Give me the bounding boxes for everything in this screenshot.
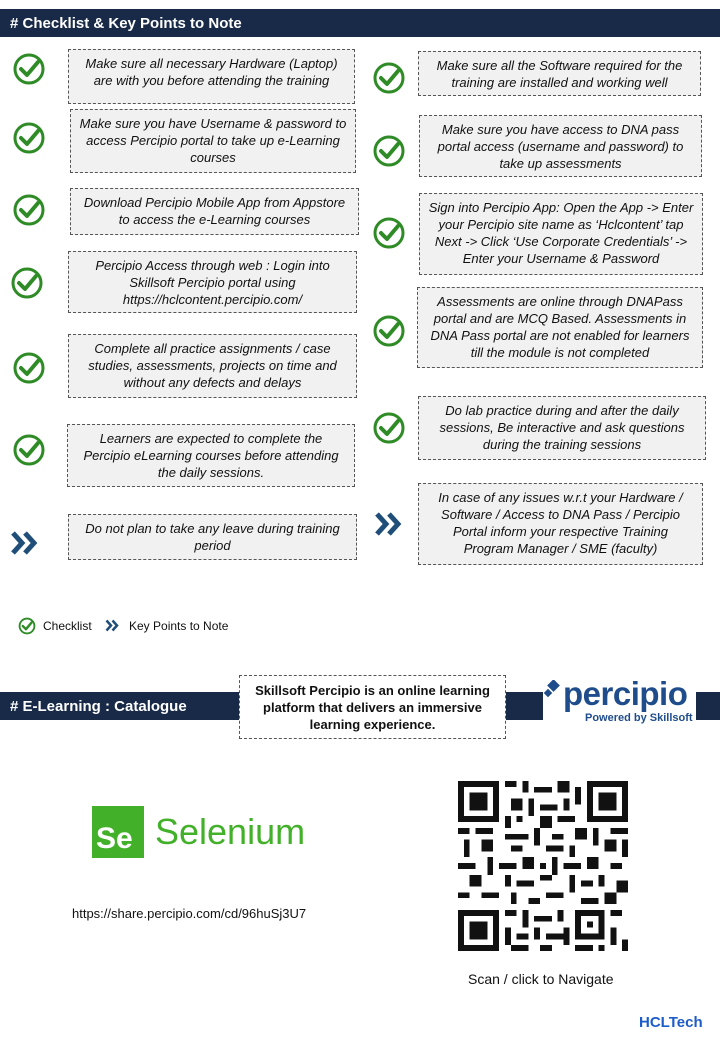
qr-caption: Scan / click to Navigate [468,971,614,987]
checklist-item: Assessments are online through DNAPass portal and are MCQ Based. Assessments in DNA Pass portal are not enabled for learners till the module is not completed [417,287,703,368]
checklist-item: Do lab practice during and after the daily sessions, Be interactive and ask questions during the training sessions [418,396,706,460]
checklist-icon [12,52,46,86]
checklist-icon [12,193,46,227]
checklist-item: Percipio Access through web : Login into Skillsoft Percipio portal using https://hclcontent.percipio.com/ [68,251,357,313]
percipio-wordmark: percipio [563,675,688,712]
percipio-tagline: Powered by Skillsoft [585,712,693,724]
selenium-logo [92,806,332,860]
course-link[interactable]: https://share.percipio.com/cd/96huSj3U7 [72,906,307,921]
checklist-icon [372,134,406,168]
checklist-icon [10,266,44,300]
legend-key-points-label: Key Points to Note [129,619,229,633]
key-point-item: In case of any issues w.r.t your Hardware / Software / Access to DNA Pass / Percipio Portal inform your respective Training Program Manager / SME (faculty) [418,483,703,565]
checklist-icon [372,411,406,445]
checklist-item: Download Percipio Mobile App from Appstore to access the e-Learning courses [70,188,359,235]
checklist-item: Complete all practice assignments / case studies, assessments, projects on time and without any defects and delays [68,334,357,398]
selenium-wordmark: Selenium [155,811,306,852]
checklist-icon [12,351,46,385]
checklist-icon [372,314,406,348]
key-point-item: Do not plan to take any leave during training period [68,514,357,560]
checklist-item: Learners are expected to complete the Percipio eLearning courses before attending the daily sessions. [67,424,355,487]
legend-checklist-icon [18,617,36,635]
key-point-icon [10,530,40,556]
key-point-icon [374,511,404,537]
qr-code[interactable] [458,781,628,951]
checklist-icon [12,433,46,467]
percipio-logo [543,674,696,732]
selenium-badge: Se [92,806,144,858]
checklist-item: Make sure you have access to DNA pass portal access (username and password) to take up assessments [419,115,702,177]
hcltech-logo: HCLTech [639,1014,703,1031]
percipio-description: Skillsoft Percipio is an online learning platform that delivers an immersive learning experience. [239,675,506,739]
checklist-item: Make sure all necessary Hardware (Laptop) are with you before attending the training [68,49,355,104]
legend-key-point-icon [105,619,120,632]
checklist-icon [372,216,406,250]
checklist-icon [372,61,406,95]
checklist-item: Make sure you have Username & password to access Percipio portal to take up e-Learning courses [70,109,356,173]
checklist-icon [12,121,46,155]
section-title: # Checklist & Key Points to Note [10,14,242,32]
checklist-item: Sign into Percipio App: Open the App -> Enter your Percipio site name as ‘Hclcontent’ tap Next -> Click ‘Use Corporate Credentials’ -> Enter your Username & Password [419,193,703,275]
catalogue-title: # E-Learning : Catalogue [10,697,187,715]
checklist-item: Make sure all the Software required for the training are installed and working well [418,51,701,96]
legend-checklist-label: Checklist [43,619,92,633]
section-header-checklist [0,9,720,37]
